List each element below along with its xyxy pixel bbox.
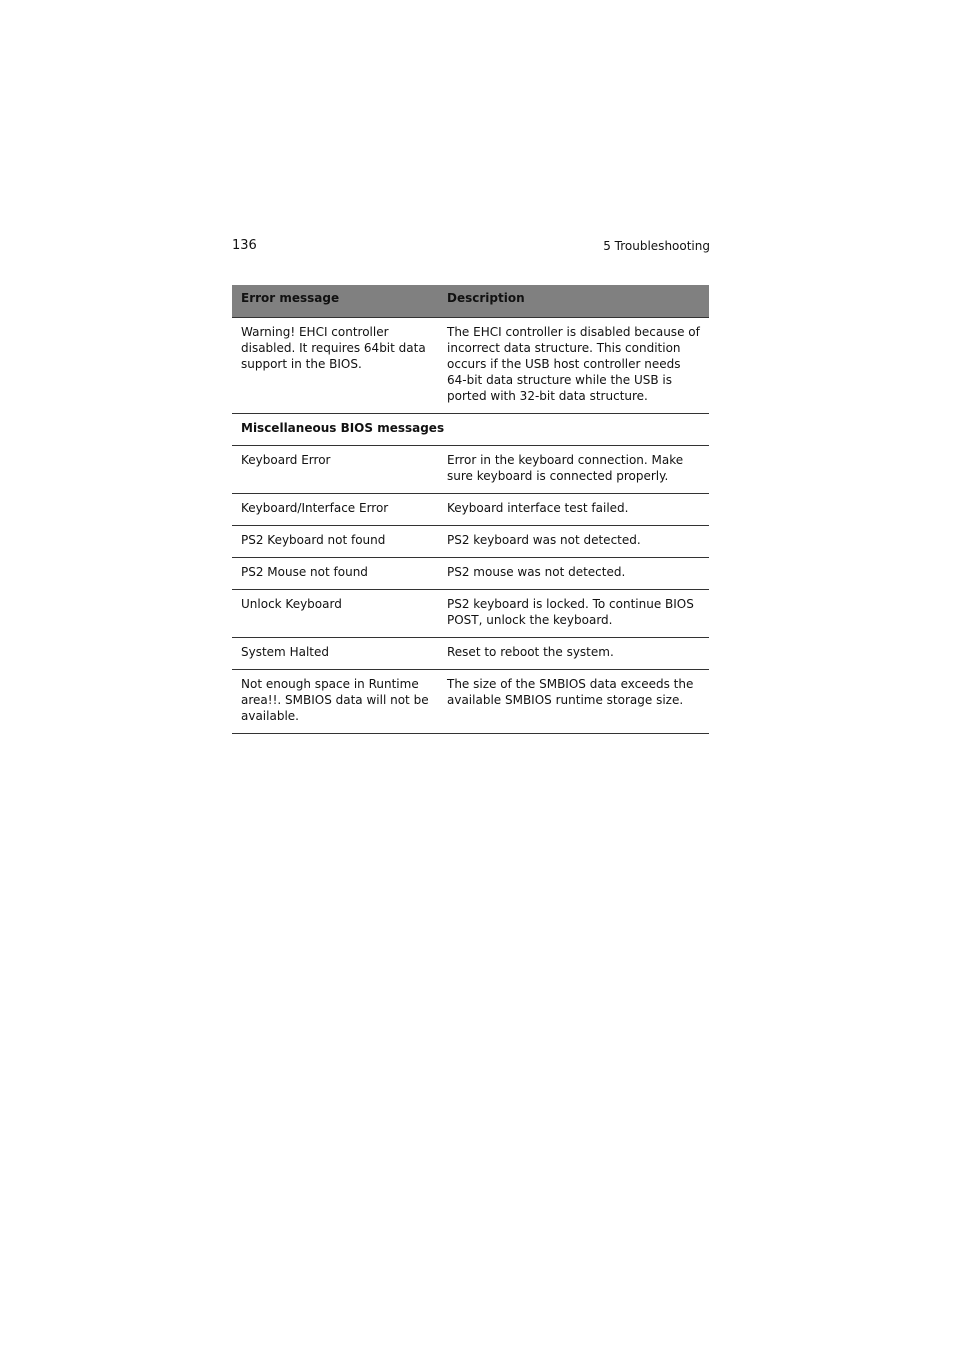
description-cell: Keyboard interface test failed. (438, 493, 709, 525)
page-header (232, 237, 710, 257)
error-message-cell: System Halted (232, 637, 438, 669)
table-row (232, 525, 709, 557)
error-message-cell: Keyboard/Interface Error (232, 493, 438, 525)
description-cell: Reset to reboot the system. (438, 637, 709, 669)
section-row (232, 413, 709, 445)
error-message-cell: Warning! EHCI controller disabled. It requires 64bit data support in the BIOS. (232, 317, 438, 413)
table-row (232, 445, 709, 493)
error-message-cell: PS2 Mouse not found (232, 557, 438, 589)
description-cell: PS2 mouse was not detected. (438, 557, 709, 589)
description-cell: The EHCI controller is disabled because of incorrect data structure. This condition occurs if the USB host controller needs 64-bit data structure while the USB is ported with 32-bit data structure. (438, 317, 709, 413)
table-row (232, 557, 709, 589)
page-number: 136 (232, 238, 257, 253)
error-message-cell: Not enough space in Runtime area!!. SMBIOS data will not be available. (232, 669, 438, 733)
description-cell: PS2 keyboard is locked. To continue BIOS POST, unlock the keyboard. (438, 589, 709, 637)
column-header-error-message: Error message (232, 285, 438, 317)
table-row (232, 637, 709, 669)
column-header-description: Description (438, 285, 709, 317)
error-message-table (232, 285, 709, 734)
table-row (232, 669, 709, 733)
table-row (232, 493, 709, 525)
chapter-title: 5 Troubleshooting (603, 239, 710, 253)
error-message-cell: Unlock Keyboard (232, 589, 438, 637)
section-title: Miscellaneous BIOS messages (232, 413, 709, 445)
description-cell: The size of the SMBIOS data exceeds the available SMBIOS runtime storage size. (438, 669, 709, 733)
table-row (232, 317, 709, 413)
error-message-cell: Keyboard Error (232, 445, 438, 493)
error-message-cell: PS2 Keyboard not found (232, 525, 438, 557)
description-cell: Error in the keyboard connection. Make sure keyboard is connected properly. (438, 445, 709, 493)
description-cell: PS2 keyboard was not detected. (438, 525, 709, 557)
table-row (232, 589, 709, 637)
table-header-row (232, 285, 709, 317)
